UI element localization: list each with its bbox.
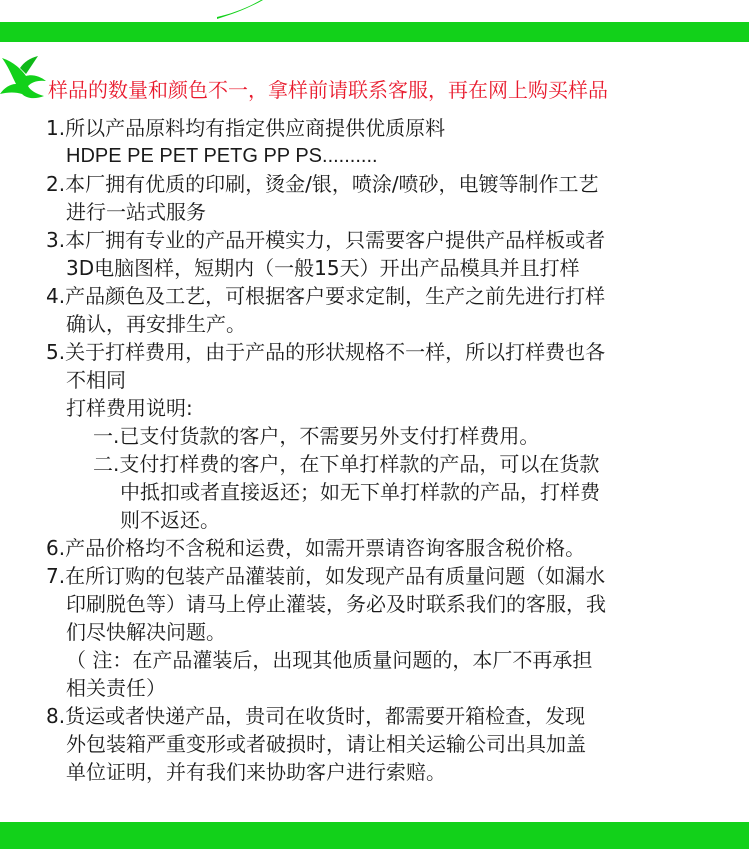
term-8-cont: 外包装箱严重变形或者破损时，请让相关运输公司出具加盖 bbox=[66, 732, 586, 756]
green-bird-icon bbox=[0, 54, 48, 100]
top-green-bar bbox=[0, 22, 749, 42]
term-7-note-end: 相关责任） bbox=[66, 676, 166, 700]
term-4-cont: 确认，再安排生产。 bbox=[66, 312, 246, 336]
term-1: 1.所以产品原料均有指定供应商提供优质原料 bbox=[46, 116, 446, 140]
sample-fee-item-2-end: 则不返还。 bbox=[120, 508, 220, 532]
term-5-cont: 不相同 bbox=[66, 368, 126, 392]
term-3-cont: 3D电脑图样，短期内（一般15天）开出产品模具并且打样 bbox=[66, 256, 580, 280]
sample-fee-heading: 打样费用说明: bbox=[66, 396, 193, 420]
sample-fee-item-2-cont: 中抵扣或者直接返还；如无下单打样款的产品，打样费 bbox=[120, 480, 600, 504]
term-3: 3.本厂拥有专业的产品开模实力，只需要客户提供产品样板或者 bbox=[46, 228, 606, 252]
green-swoosh-icon bbox=[215, 0, 265, 20]
term-1-materials: HDPE PE PET PETG PP PS.......... bbox=[66, 145, 378, 167]
term-2-cont: 进行一站式服务 bbox=[66, 200, 206, 224]
bottom-green-bar bbox=[0, 822, 749, 849]
term-8-end: 单位证明，并有我们来协助客户进行索赔。 bbox=[66, 760, 446, 784]
term-4: 4.产品颜色及工艺，可根据客户要求定制，生产之前先进行打样 bbox=[46, 284, 606, 308]
term-7: 7.在所订购的包装产品灌装前，如发现产品有质量问题（如漏水 bbox=[46, 564, 606, 588]
term-6: 6.产品价格均不含税和运费，如需开票请咨询客服含税价格。 bbox=[46, 536, 586, 560]
term-5: 5.关于打样费用，由于产品的形状规格不一样，所以打样费也各 bbox=[46, 340, 606, 364]
terms-list bbox=[46, 114, 736, 786]
sample-fee-item-2: 二.支付打样费的客户，在下单打样款的产品，可以在货款 bbox=[93, 452, 600, 476]
term-7-note: （ 注：在产品灌装后，出现其他质量问题的，本厂不再承担 bbox=[66, 648, 593, 672]
term-7-cont: 印刷脱色等）请马上停止灌装，务必及时联系我们的客服，我 bbox=[66, 592, 606, 616]
term-8: 8.货运或者快递产品，贵司在收货时，都需要开箱检查，发现 bbox=[46, 704, 586, 728]
sample-notice: 样品的数量和颜色不一，拿样前请联系客服，再在网上购买样品 bbox=[48, 78, 608, 102]
term-7-end: 们尽快解决问题。 bbox=[66, 620, 226, 644]
sample-fee-item-1: 一.已支付货款的客户，不需要另外支付打样费用。 bbox=[93, 424, 540, 448]
term-2: 2.本厂拥有优质的印刷，烫金/银，喷涂/喷砂，电镀等制作工艺 bbox=[46, 172, 599, 196]
